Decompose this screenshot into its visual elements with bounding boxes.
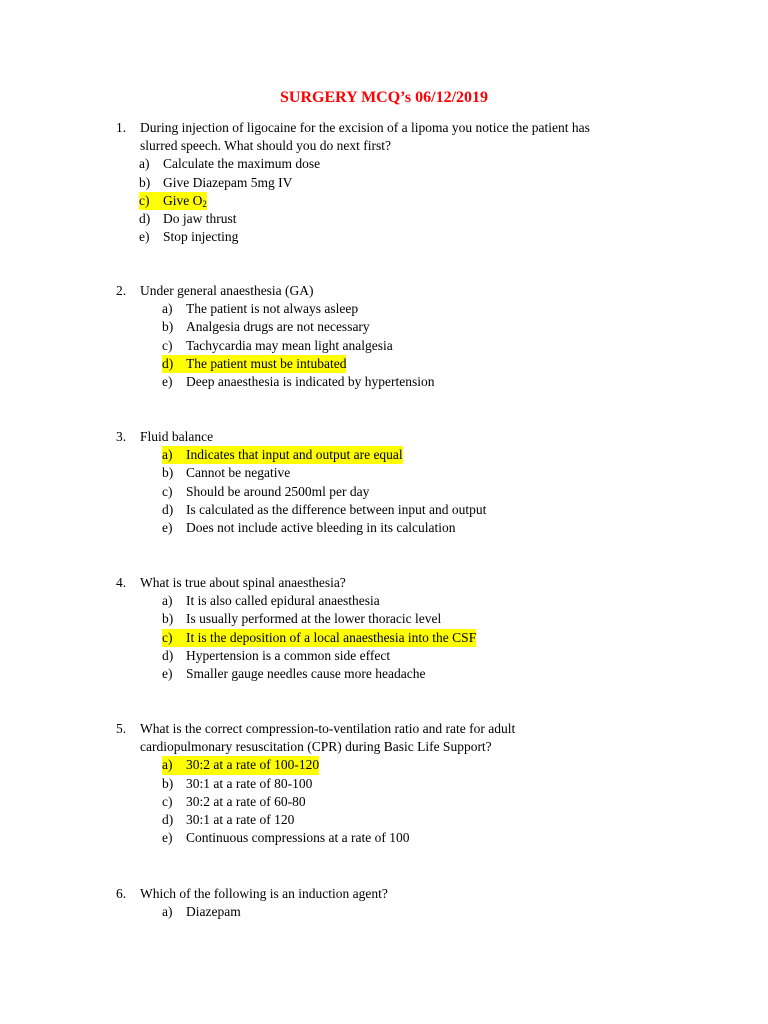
option-text: The patient is not always asleep [186, 301, 359, 317]
option-letter: e) [139, 229, 150, 245]
question-number: 4. [116, 575, 127, 590]
option-text: 30:2 at a rate of 100-120 [186, 757, 320, 773]
option-text: Should be around 2500ml per day [186, 483, 370, 499]
option-text: Stop injecting [163, 229, 239, 245]
option-letter: a) [139, 156, 150, 172]
option-letter: e) [162, 830, 173, 846]
option-letter: c) [162, 483, 173, 499]
highlighted-answer [139, 192, 207, 210]
option-text: Cannot be negative [186, 465, 291, 481]
option-letter: c) [162, 629, 173, 645]
highlighted-answer [162, 355, 346, 373]
document-title: SURGERY MCQ’s 06/12/2019 [279, 89, 489, 106]
question-number: 6. [116, 886, 127, 901]
option-letter: a) [162, 301, 173, 317]
question-text-line: What is the correct compression-to-ventilation ratio and rate for adult [140, 721, 516, 736]
option-text: Continuous compressions at a rate of 100 [186, 830, 410, 846]
option-letter: b) [162, 465, 174, 481]
option-letter: c) [162, 337, 173, 353]
subscript: 2 [202, 198, 207, 209]
option-text: Does not include active bleeding in its calculation [186, 519, 456, 535]
option-letter: c) [139, 192, 150, 208]
option-text: Is calculated as the difference between input and output [186, 501, 487, 517]
option-letter: e) [162, 665, 173, 681]
option-text: Is usually performed at the lower thoracic level [186, 611, 442, 627]
option-text: The patient must be intubated [186, 355, 347, 371]
option-letter: a) [162, 447, 173, 463]
question-number: 2. [116, 283, 127, 298]
option-text: 30:1 at a rate of 120 [186, 811, 295, 827]
question-text-line: slurred speech. What should you do next first? [140, 138, 391, 154]
option-text: Hypertension is a common side effect [186, 647, 391, 663]
option-text: Give $O_2$ [163, 192, 207, 209]
option-text: Diazepam [186, 904, 241, 920]
question-text-line: Fluid balance [140, 429, 214, 444]
option-letter: b) [162, 775, 174, 791]
option-text: 30:2 at a rate of 60-80 [186, 793, 306, 809]
option-text: Analgesia drugs are not necessary [186, 319, 370, 335]
question-number: 3. [116, 429, 127, 444]
option-text: Deep anaesthesia is indicated by hypertension [186, 373, 435, 389]
option-text: Tachycardia may mean light analgesia [186, 337, 393, 353]
question-number: 1. [116, 120, 127, 135]
option-letter: b) [162, 319, 174, 335]
option-letter: a) [162, 904, 173, 920]
option-letter: e) [162, 373, 173, 389]
question-text-line: cardiopulmonary resuscitation (CPR) during Basic Life Support? [140, 739, 492, 755]
option-letter: e) [162, 519, 173, 535]
option-letter: c) [162, 793, 173, 809]
question-text-line: During injection of ligocaine for the excision of a lipoma you notice the patient has [140, 120, 590, 135]
option-letter: a) [162, 593, 173, 609]
option-text: It is the deposition of a local anaesthesia into the CSF [186, 629, 477, 645]
option-letter: d) [162, 501, 174, 517]
option-text: Indicates that input and output are equal [186, 447, 403, 463]
option-letter: b) [139, 174, 151, 190]
highlighted-answer [162, 629, 476, 647]
option-text: Give Diazepam 5mg IV [163, 174, 293, 190]
option-text: 30:1 at a rate of 80-100 [186, 775, 313, 791]
question-text-line: Which of the following is an induction agent? [140, 886, 388, 901]
option-letter: d) [162, 647, 174, 663]
highlighted-answer [162, 446, 403, 464]
option-letter: a) [162, 757, 173, 773]
option-text: Do jaw thrust [163, 210, 237, 226]
option-text: Smaller gauge needles cause more headache [186, 665, 426, 681]
option-text: Calculate the maximum dose [163, 156, 321, 172]
option-letter: d) [162, 355, 174, 371]
option-letter: d) [139, 210, 151, 226]
option-letter: d) [162, 811, 174, 827]
question-number: 5. [116, 721, 127, 736]
question-text-line: What is true about spinal anaesthesia? [140, 575, 346, 590]
option-text: It is also called epidural anaesthesia [186, 593, 380, 609]
option-letter: b) [162, 611, 174, 627]
question-text-line: Under general anaesthesia (GA) [140, 283, 314, 298]
highlighted-answer [162, 756, 319, 774]
